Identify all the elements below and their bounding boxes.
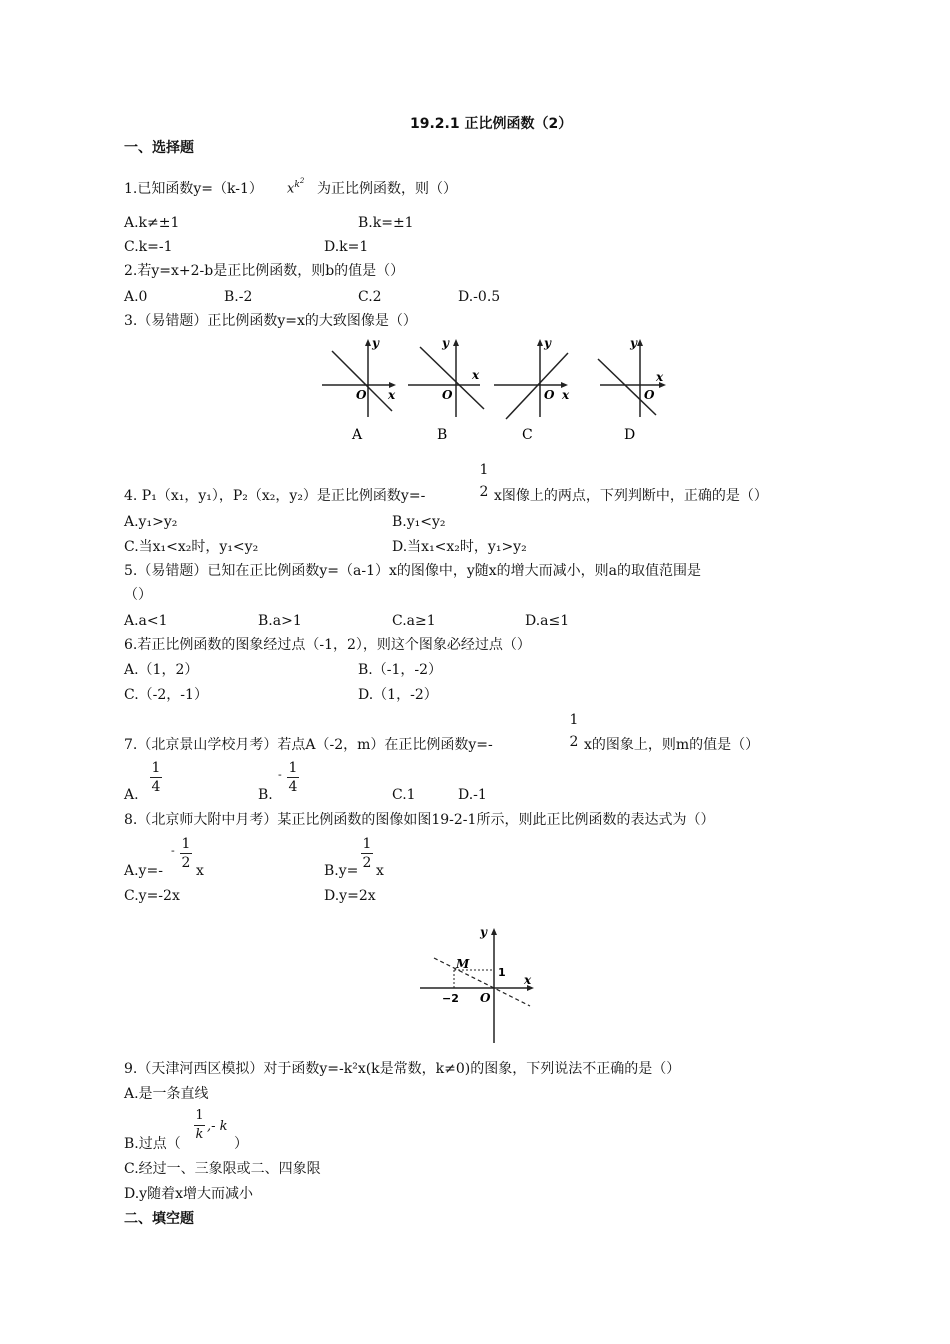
q2-option-c: C.2 <box>358 289 382 305</box>
q3-graph-b <box>408 336 484 443</box>
page-title: 19.2.1 正比例函数（2） <box>410 116 573 132</box>
q8-b-num: 1 <box>362 836 372 852</box>
q3-graphs <box>310 335 680 455</box>
q3-graph-label-d: D <box>624 427 636 443</box>
q9-b-num: 1 <box>195 1108 204 1123</box>
q8-option-a-suffix: x <box>196 863 204 879</box>
q3-graph-d <box>598 336 666 443</box>
q5-stem-line2: （） <box>124 587 152 603</box>
q1-power <box>287 172 304 198</box>
q1-power-exp: k <box>294 180 300 190</box>
q8-option-a-fraction <box>180 836 192 871</box>
q7-option-c: C.1 <box>392 787 416 803</box>
q1-power-exp2: 2 <box>299 177 305 185</box>
q3d-x-label: x <box>656 370 664 384</box>
q4-option-a: A.y₁>y₂ <box>124 514 178 530</box>
q8-option-a-sign: - <box>171 844 175 857</box>
q1-option-b: B.k=±1 <box>358 215 414 231</box>
q1-option-a: A.k≠±1 <box>124 215 180 231</box>
q8-option-d: D.y=2x <box>324 888 376 904</box>
q8-option-c: C.y=-2x <box>124 888 180 904</box>
q8-stem: 8.（北京师大附中月考）某正比例函数的图像如图19-2-1所示，则此正比例函数的表达式为（） <box>124 812 715 828</box>
q3a-origin: O <box>356 388 367 402</box>
q1-option-d: D.k=1 <box>324 239 369 255</box>
q7-option-b-prefix: B. <box>258 787 273 803</box>
q8-figure <box>418 922 548 1047</box>
q8-a-den: 2 <box>181 855 191 871</box>
q6-option-b: B.（-1，-2） <box>358 662 443 678</box>
q8-a-num: 1 <box>181 836 191 852</box>
q1-stem-after: 为正比例函数，则（） <box>317 181 457 197</box>
q8-option-b-fraction <box>361 836 373 871</box>
q9-option-b-prefix: B.过点（ <box>124 1136 181 1152</box>
q8-option-a-prefix: A.y=- <box>124 863 163 879</box>
q7-b-num: 1 <box>288 760 298 776</box>
q7-option-b-sign: - <box>278 768 282 781</box>
q3b-x-label: x <box>472 368 480 382</box>
q8-option-b-prefix: B.y= <box>324 863 359 879</box>
q3c-origin: O <box>544 388 555 402</box>
section-heading-fill: 二、填空题 <box>124 1211 194 1227</box>
q2-stem: 2.若y=x+2-b是正比例函数，则b的值是（） <box>124 263 405 279</box>
q5-option-b: B.a>1 <box>258 613 302 629</box>
q6-option-d: D.（1，-2） <box>358 687 438 703</box>
q7-a-den: 4 <box>151 779 161 795</box>
q9-option-d: D.y随着x增大而减小 <box>124 1186 253 1202</box>
q9-option-a: A.是一条直线 <box>124 1086 209 1102</box>
q8-fig-tick-neg2: −2 <box>442 992 459 1005</box>
q7-option-b-fraction <box>287 760 299 795</box>
q3a-x-label: x <box>388 388 396 402</box>
q7-frac-num: 1 <box>569 712 579 728</box>
q6-stem: 6.若正比例函数的图象经过点（-1，2），则这个图象必经过点（） <box>124 637 531 653</box>
q7-fraction <box>568 712 580 750</box>
q7-option-a-fraction <box>150 760 162 795</box>
q2-option-d: D.-0.5 <box>458 289 501 305</box>
q4-frac-den: 2 <box>479 484 489 500</box>
q4-fraction <box>478 462 490 500</box>
q7-stem-before: 7.（北京景山学校月考）若点A（-2，m）在正比例函数y=- <box>124 737 493 753</box>
q5-option-a: A.a<1 <box>124 613 168 629</box>
q8-b-den: 2 <box>362 855 372 871</box>
q7-option-d: D.-1 <box>458 787 487 803</box>
q3d-origin: O <box>644 388 655 402</box>
q3-stem: 3.（易错题）正比例函数y=x的大致图像是（） <box>124 313 417 329</box>
q4-frac-num: 1 <box>479 462 489 478</box>
q3d-y-label: y <box>630 336 637 350</box>
q2-option-b: B.-2 <box>224 289 253 305</box>
q4-option-b: B.y₁<y₂ <box>392 514 446 530</box>
q5-option-c: C.a≥1 <box>392 613 436 629</box>
q2-option-a: A.0 <box>124 289 148 305</box>
q8-fig-point-m: M <box>456 957 470 971</box>
q6-option-c: C.（-2，-1） <box>124 687 208 703</box>
q7-frac-den: 2 <box>569 734 579 750</box>
q1-option-c: C.k=-1 <box>124 239 173 255</box>
q3-graph-label-a: A <box>352 427 363 443</box>
q3a-y-label: y <box>372 336 379 350</box>
q3-graph-c <box>494 336 570 443</box>
q8-fig-origin: O <box>480 991 491 1005</box>
q3-graph-label-b: B <box>437 427 448 443</box>
q4-option-d: D.当x₁<x₂时，y₁>y₂ <box>392 539 527 555</box>
q3-graph-a <box>322 336 396 443</box>
q9-option-b-tail: ,- k <box>207 1119 228 1134</box>
q9-option-b-fraction <box>194 1108 205 1143</box>
q3b-y-label: y <box>442 336 449 350</box>
q5-stem-line1: 5.（易错题）已知在正比例函数y=（a-1）x的图像中，y随x的增大而减小，则a的取值范围是 <box>124 563 702 579</box>
q3c-y-label: y <box>544 336 551 350</box>
q9-option-c: C.经过一、三象限或二、四象限 <box>124 1161 321 1177</box>
q8-fig-x-label: x <box>524 973 532 987</box>
q3c-x-label: x <box>562 388 570 402</box>
q5-option-d: D.a≤1 <box>525 613 570 629</box>
q9-option-b-close: ） <box>234 1136 248 1152</box>
q4-stem-after: x图像上的两点，下列判断中，正确的是（） <box>494 488 768 504</box>
section-heading-choice: 一、选择题 <box>124 140 194 156</box>
q7-stem-after: x的图象上，则m的值是（） <box>584 737 760 753</box>
q8-fig-y-label: y <box>480 925 487 939</box>
q8-option-b-suffix: x <box>376 863 384 879</box>
q4-stem-before: 4. P₁（x₁，y₁），P₂（x₂，y₂）是正比例函数y=- <box>124 488 426 504</box>
q3b-origin: O <box>442 388 453 402</box>
q1-stem <box>124 180 263 198</box>
q4-option-c: C.当x₁<x₂时，y₁<y₂ <box>124 539 259 555</box>
q9-stem: 9.（天津河西区模拟）对于函数y=-k²x(k是常数，k≠0)的图象，下列说法不正确的是（） <box>124 1061 681 1077</box>
q1-stem-before: 1.已知函数y=（k-1） <box>124 181 263 197</box>
q6-option-a: A.（1，2） <box>124 662 199 678</box>
q7-option-a-prefix: A. <box>124 787 139 803</box>
q9-b-den: k <box>195 1127 204 1142</box>
q8-fig-tick-1: 1 <box>498 966 506 979</box>
q3-graph-label-c: C <box>522 427 533 443</box>
q1-power-base: x <box>287 181 295 197</box>
q7-a-num: 1 <box>151 760 161 776</box>
q7-b-den: 4 <box>288 779 298 795</box>
